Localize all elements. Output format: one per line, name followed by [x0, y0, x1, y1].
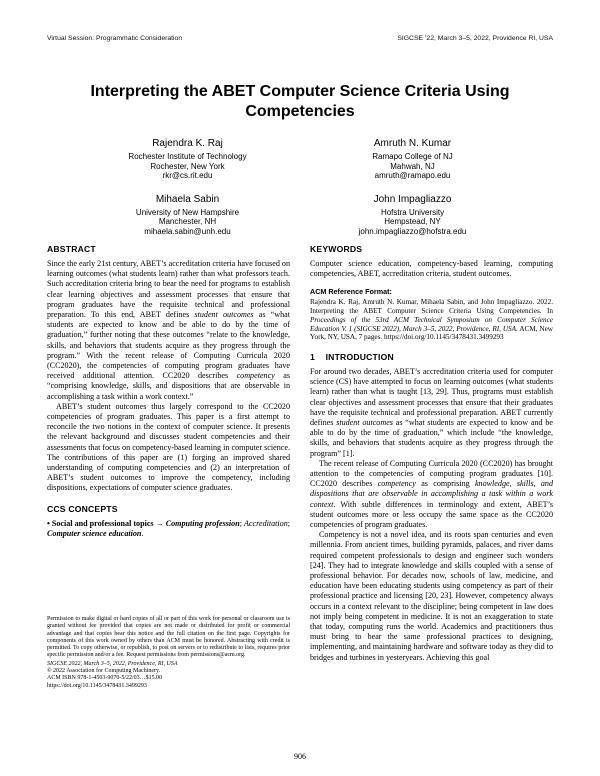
author-location: Rochester, New York — [150, 161, 225, 171]
author-name: Mihaela Sabin — [155, 193, 220, 205]
abstract-paragraph: ABET’s student outcomes thus largely correspond to the CC2020 competencies of program graduates. This paper is a first attempt to reconcile the two notions in the context of computer science. It presents the relevant background and discusses student competencies and their assessments that focus on competency-based learning in computer science. The contributions of this paper are (1) forging an improved shared understanding of computing competencies and (2) an interpretation of ABET’s student outcomes to improve the competency, including dispositions, expectations of computer science graduates. — [47, 401, 290, 493]
section-number: 1 — [310, 351, 315, 362]
author-affiliation: Ramapo College of NJ — [372, 152, 453, 161]
acm-reference-text: Rajendra K. Raj, Amruth N. Kumar, Mihaela Sabin, and John Impagliazzo. 2022. Interpreting the ABET Computer Science Criteria Using Competencies. In Proceedings of the 53rd ACM Technical Symposium on Computer Science Education V. 1 (SIGCSE 2022), March 3–5, 2022, Providence, RI, USA. ACM, New York, NY, USA, 7 pages. https://doi.org/10.1145/3478431.3499293 — [310, 298, 553, 342]
introduction-paragraph: Competency is not a novel idea, and its roots span centuries and even millennia. From ancient times, building pyramids, palaces, and river dams required competent professionals to design and engineer such wonders [24]. They had to integrate knowledge and skills coupled with a sense of professional behavior. For decades now, schools of law, medicine, and education have been educating students using competency as part of their professional practice and licensing [20, 23]. However, competency always occurs in a context relevant to the discipline; being competent in law does not imply being competent in medicine. It is not an exaggeration to state that today, computing runs the world. Academics and practitioners thus must bring to bear the same professional practices to designing, implementing, and maintaining hardware and software today as they did to bridges and turbines in yesteryears. Achieving this goal — [310, 530, 553, 662]
author-affiliation: Rochester Institute of Technology — [128, 152, 247, 161]
author-email-link[interactable]: amruth@ramapo.edu — [374, 171, 451, 181]
introduction-heading — [310, 352, 553, 362]
author-location: Mahwah, NJ — [390, 161, 435, 171]
keywords-heading: KEYWORDS — [310, 244, 363, 254]
doi-link[interactable]: https://doi.org/10.1145/3478431.3499293 — [47, 682, 147, 689]
author-affiliation: Hofstra University — [380, 207, 445, 217]
author-name: John Impagliazzo — [373, 193, 452, 205]
permission-statement: Permission to make digital or hard copies of all or part of this work for personal or classroom use is granted without fee provided that copies are not made or distributed for profit or commercial advantage and that copies bear this notice and the full citation on the first page. Copyrights for components of this work owned by others than ACM must be honored. Abstracting with credit is permitted. To copy otherwise, or republish, to post on servers or to redistribute to lists, requires prior specific permission and/or a fee. Request permissions from permissions@acm.org. — [47, 616, 290, 659]
page-number: 906 — [294, 752, 306, 761]
running-head-session: Virtual Session: Programmatic Consideration — [47, 35, 183, 42]
author-email-link[interactable]: rkr@cs.rit.edu — [162, 171, 213, 181]
right-column — [310, 244, 553, 740]
author-block — [75, 194, 300, 237]
author-name: Rajendra K. Raj — [152, 138, 223, 149]
acm-reference-heading: ACM Reference Format: — [310, 287, 392, 297]
abstract-paragraph: Since the early 21st century, ABET’s accreditation criteria have focused on learning outcomes (what students learn) rather than what professors teach. Such accreditation criteria bring to bear the need for programs to establish clear learning objectives and assessment processes that ensure that program graduates have the requisite technical and professional preparation. To this end, ABET defines student outcomes as “what students are expected to know and be able to do by the time of graduation,” further noting that these outcomes “relate to the knowledge, skills, and behaviors that students acquire as they progress through the program.” With the recent release of Computing Curricula 2020 (CC2020), the competencies of computing program graduates have received additional attention. CC2020 describes competency as “comprising knowledge, skills, and dispositions that are observable in accomplishing a task within a work context.” — [47, 259, 290, 401]
keywords-text: Computer science education, competency-based learning, computing competencies, ABET, accreditation criteria, student outcomes. — [310, 259, 553, 279]
copyright-block — [47, 616, 290, 690]
abstract-heading: ABSTRACT — [47, 244, 96, 254]
copyright-conference-line: SIGCSE 2022, March 3–5, 2022, Providence, RI, USA — [47, 660, 178, 667]
running-head — [47, 35, 553, 42]
author-affiliation: University of New Hampshire — [135, 207, 240, 217]
introduction-paragraph: For around two decades, ABET’s accreditation criteria used for computer science (CS) have attempted to focus on learning outcomes (what students learn) rather than what is taught [13, 29]. Thus, programs must establish clear objectives and assessment processes that ensure that their graduates have the requisite technical and professional preparation. ABET currently defines student outcomes as “what students are expected to know and be able to do by the time of graduation,” which include “the knowledge, skills, and behaviors that students acquire as they progress through the program” [1]. — [310, 366, 553, 458]
ccs-concepts-text: • Social and professional topics → Computing profession; Accreditation; Computer science education. — [47, 518, 290, 538]
isbn-line: ACM ISBN 978-1-4503-9070-5/22/03…$15.00 — [47, 675, 163, 682]
section-title: INTRODUCTION — [325, 351, 394, 362]
author-location: Manchester, NH — [158, 217, 217, 227]
author-location: Hempstead, NY — [384, 217, 441, 227]
author-email-link[interactable]: john.impagliazzo@hofstra.edu — [358, 226, 467, 236]
copyright-line: © 2022 Association for Computing Machinery. — [47, 668, 161, 675]
author-block — [300, 138, 525, 181]
author-block — [75, 138, 300, 181]
author-block — [300, 194, 525, 237]
author-name: Amruth N. Kumar — [373, 138, 452, 149]
paper-title: Interpreting the ABET Computer Science Criteria Using Competencies — [90, 83, 510, 120]
running-head-conference: SIGCSE ’22, March 3–5, 2022, Providence RI, USA — [397, 35, 553, 42]
introduction-paragraph: The recent release of Computing Curricula 2020 (CC2020) has brought attention to the competencies of computing program graduates [10]. CC2020 describes competency as comprising knowledge, skills, and dispositions that are observable in accomplishing a task within a work context. With subtle differences in terminology and extent, ABET’s student outcomes more or less occupy the same space as the CC2020 competencies of program graduates. — [310, 458, 553, 529]
author-email-link[interactable]: mihaela.sabin@unh.edu — [144, 226, 231, 236]
authors-block — [75, 138, 525, 237]
left-column — [47, 244, 290, 612]
ccs-heading: CCS CONCEPTS — [47, 503, 118, 514]
